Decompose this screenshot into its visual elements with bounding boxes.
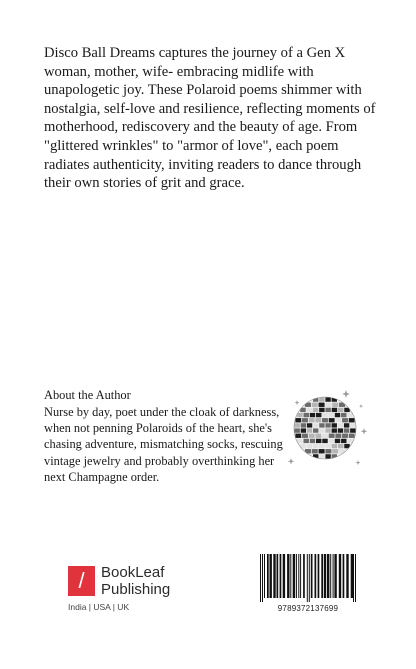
- disco-ball-tile: [332, 444, 337, 448]
- barcode-bar: [353, 554, 354, 602]
- disco-ball-tile: [350, 423, 355, 427]
- disco-ball-tile: [342, 434, 348, 438]
- disco-ball-tile: [319, 449, 325, 453]
- barcode-bar: [346, 554, 348, 598]
- disco-ball-tile: [319, 423, 324, 427]
- barcode-bar: [333, 554, 334, 598]
- disco-ball-tile: [295, 434, 301, 438]
- disco-ball-tile: [347, 439, 352, 443]
- publisher-name-line1: BookLeaf: [101, 564, 165, 581]
- disco-ball-tile: [319, 408, 324, 412]
- disco-ball-tile: [312, 449, 318, 453]
- disco-ball-tile: [325, 449, 331, 453]
- disco-ball-tile: [307, 444, 312, 448]
- disco-ball-tile: [338, 423, 343, 427]
- disco-ball-tile: [315, 434, 321, 438]
- disco-ball-tile: [325, 428, 330, 432]
- disco-ball-tile: [295, 418, 301, 422]
- disco-ball-tile: [313, 423, 318, 427]
- disco-ball-tile: [319, 403, 325, 407]
- barcode-bar: [287, 554, 289, 598]
- disco-ball-tile: [339, 403, 345, 407]
- disco-ball-tile: [305, 403, 311, 407]
- publisher-regions: India | USA | UK: [68, 602, 130, 612]
- barcode-bar: [309, 554, 310, 602]
- disco-ball-tile: [335, 439, 340, 443]
- disco-ball-tile: [344, 428, 349, 432]
- disco-ball-tile: [332, 408, 337, 412]
- disco-ball-tile: [338, 444, 343, 448]
- barcode-bar: [343, 554, 345, 598]
- barcode-bar: [311, 554, 313, 598]
- disco-ball-tile: [322, 434, 328, 438]
- disco-ball-icon: [279, 376, 375, 476]
- disco-ball-tile: [338, 428, 343, 432]
- disco-ball-tile: [329, 439, 334, 443]
- disco-ball-tile: [302, 418, 308, 422]
- disco-ball-tile: [338, 408, 343, 412]
- barcode-bar: [339, 554, 341, 598]
- disco-ball-tile: [335, 434, 341, 438]
- barcode-bar: [318, 554, 320, 598]
- disco-ball-tile: [309, 434, 315, 438]
- disco-ball-tile: [297, 439, 302, 443]
- disco-ball-tile: [332, 403, 338, 407]
- barcode-bar: [307, 554, 308, 602]
- barcode-bar: [298, 554, 299, 598]
- disco-ball-tile: [332, 428, 337, 432]
- disco-ball-tile: [319, 397, 324, 401]
- disco-ball-tile: [325, 423, 330, 427]
- disco-ball-tile: [342, 418, 348, 422]
- barcode-bars: [258, 554, 358, 602]
- isbn-barcode: [258, 554, 358, 614]
- disco-ball-tile: [349, 434, 355, 438]
- publisher-logo-mark: /: [68, 566, 95, 596]
- disco-ball-tile: [297, 413, 302, 417]
- barcode-bar: [283, 554, 285, 598]
- barcode-bar: [267, 554, 269, 598]
- barcode-bar: [280, 554, 282, 598]
- barcode-bar: [273, 554, 275, 598]
- disco-ball-tile: [316, 413, 321, 417]
- barcode-bar: [334, 554, 336, 598]
- disco-ball-tile: [341, 413, 346, 417]
- disco-ball-tile: [344, 423, 349, 427]
- disco-ball-tile: [307, 423, 312, 427]
- disco-ball-tile: [332, 423, 337, 427]
- barcode-bar: [351, 554, 353, 598]
- disco-ball-tile: [315, 418, 321, 422]
- barcode-bar: [327, 554, 329, 598]
- isbn-number: 9789372137699: [277, 604, 339, 613]
- disco-ball-tile: [325, 403, 331, 407]
- barcode-bar: [264, 554, 265, 598]
- disco-ball-tile: [302, 434, 308, 438]
- disco-ball-tile: [341, 439, 346, 443]
- disco-ball-tile: [325, 454, 330, 458]
- disco-ball-tile: [313, 428, 318, 432]
- disco-ball-tile: [322, 413, 327, 417]
- barcode-bar: [262, 554, 263, 602]
- publisher-logo: [68, 564, 198, 614]
- publisher-name-line2: Publishing: [101, 581, 171, 598]
- disco-ball-tile: [312, 403, 318, 407]
- disco-ball-tile: [316, 439, 321, 443]
- disco-ball-tile: [322, 418, 328, 422]
- disco-ball-tile: [310, 439, 315, 443]
- disco-ball-tile: [325, 444, 330, 448]
- disco-ball-tile: [303, 439, 308, 443]
- barcode-bar: [321, 554, 323, 598]
- disco-ball-tile: [309, 418, 315, 422]
- disco-ball-tile: [350, 428, 355, 432]
- blurb-text: Disco Ball Dreams captures the journey of a Gen X woman, mother, wife- embracing midlife with unapologetic joy. These Polaroid poems shimmer with nostalgia, self-love and resilience, reflecting moments of motherhood, rediscovery and the beauty of age. From "glittered wrinkles" to "armor of love", each poem radiates authenticity, inviting readers to dance through their own stories of grit and grace.: [44, 45, 376, 192]
- disco-ball-tile: [319, 454, 324, 458]
- disco-ball-tile: [307, 428, 312, 432]
- disco-ball-tile: [295, 428, 300, 432]
- barcode-bar: [330, 554, 331, 598]
- barcode-bar: [260, 554, 261, 602]
- disco-ball-tile: [303, 413, 308, 417]
- disco-ball-tile: [319, 444, 324, 448]
- barcode-bar: [303, 554, 305, 598]
- disco-ball-tile: [307, 408, 312, 412]
- disco-ball-tile: [329, 418, 335, 422]
- disco-ball-tile: [335, 418, 341, 422]
- barcode-bar: [290, 554, 291, 598]
- barcode-bar: [315, 554, 317, 598]
- disco-ball-tile: [319, 428, 324, 432]
- disco-ball-tile: [322, 439, 327, 443]
- barcode-bar: [277, 554, 279, 598]
- about-author-text: Nurse by day, poet under the cloak of darkness, when not penning Polaroids of the heart, she's chasing adventure, mismatching socks, rescuing vintage jewelry and probably overthinking her next Champagne order.: [44, 405, 283, 484]
- barcode-bar: [355, 554, 356, 602]
- disco-ball-tile: [305, 449, 311, 453]
- disco-ball-tile: [329, 413, 334, 417]
- disco-ball-tile: [349, 418, 355, 422]
- disco-ball-tile: [329, 434, 335, 438]
- barcode-bar: [270, 554, 272, 598]
- disco-ball-tile: [335, 413, 340, 417]
- barcode-bar: [300, 554, 301, 598]
- disco-ball-tile: [325, 408, 330, 412]
- barcode-bar: [296, 554, 297, 598]
- disco-ball-tile: [339, 449, 345, 453]
- disco-ball-tile: [313, 408, 318, 412]
- disco-ball-tile: [301, 428, 306, 432]
- barcode-bar: [293, 554, 295, 598]
- disco-ball-tile: [347, 413, 352, 417]
- disco-ball-tile: [301, 423, 306, 427]
- disco-ball-tile: [313, 444, 318, 448]
- barcode-bar: [324, 554, 326, 598]
- disco-ball-tile: [295, 423, 300, 427]
- disco-ball-tile: [332, 449, 338, 453]
- about-author-heading: About the Author: [44, 388, 131, 402]
- disco-ball-tile: [310, 413, 315, 417]
- disco-ball-tile: [325, 397, 330, 401]
